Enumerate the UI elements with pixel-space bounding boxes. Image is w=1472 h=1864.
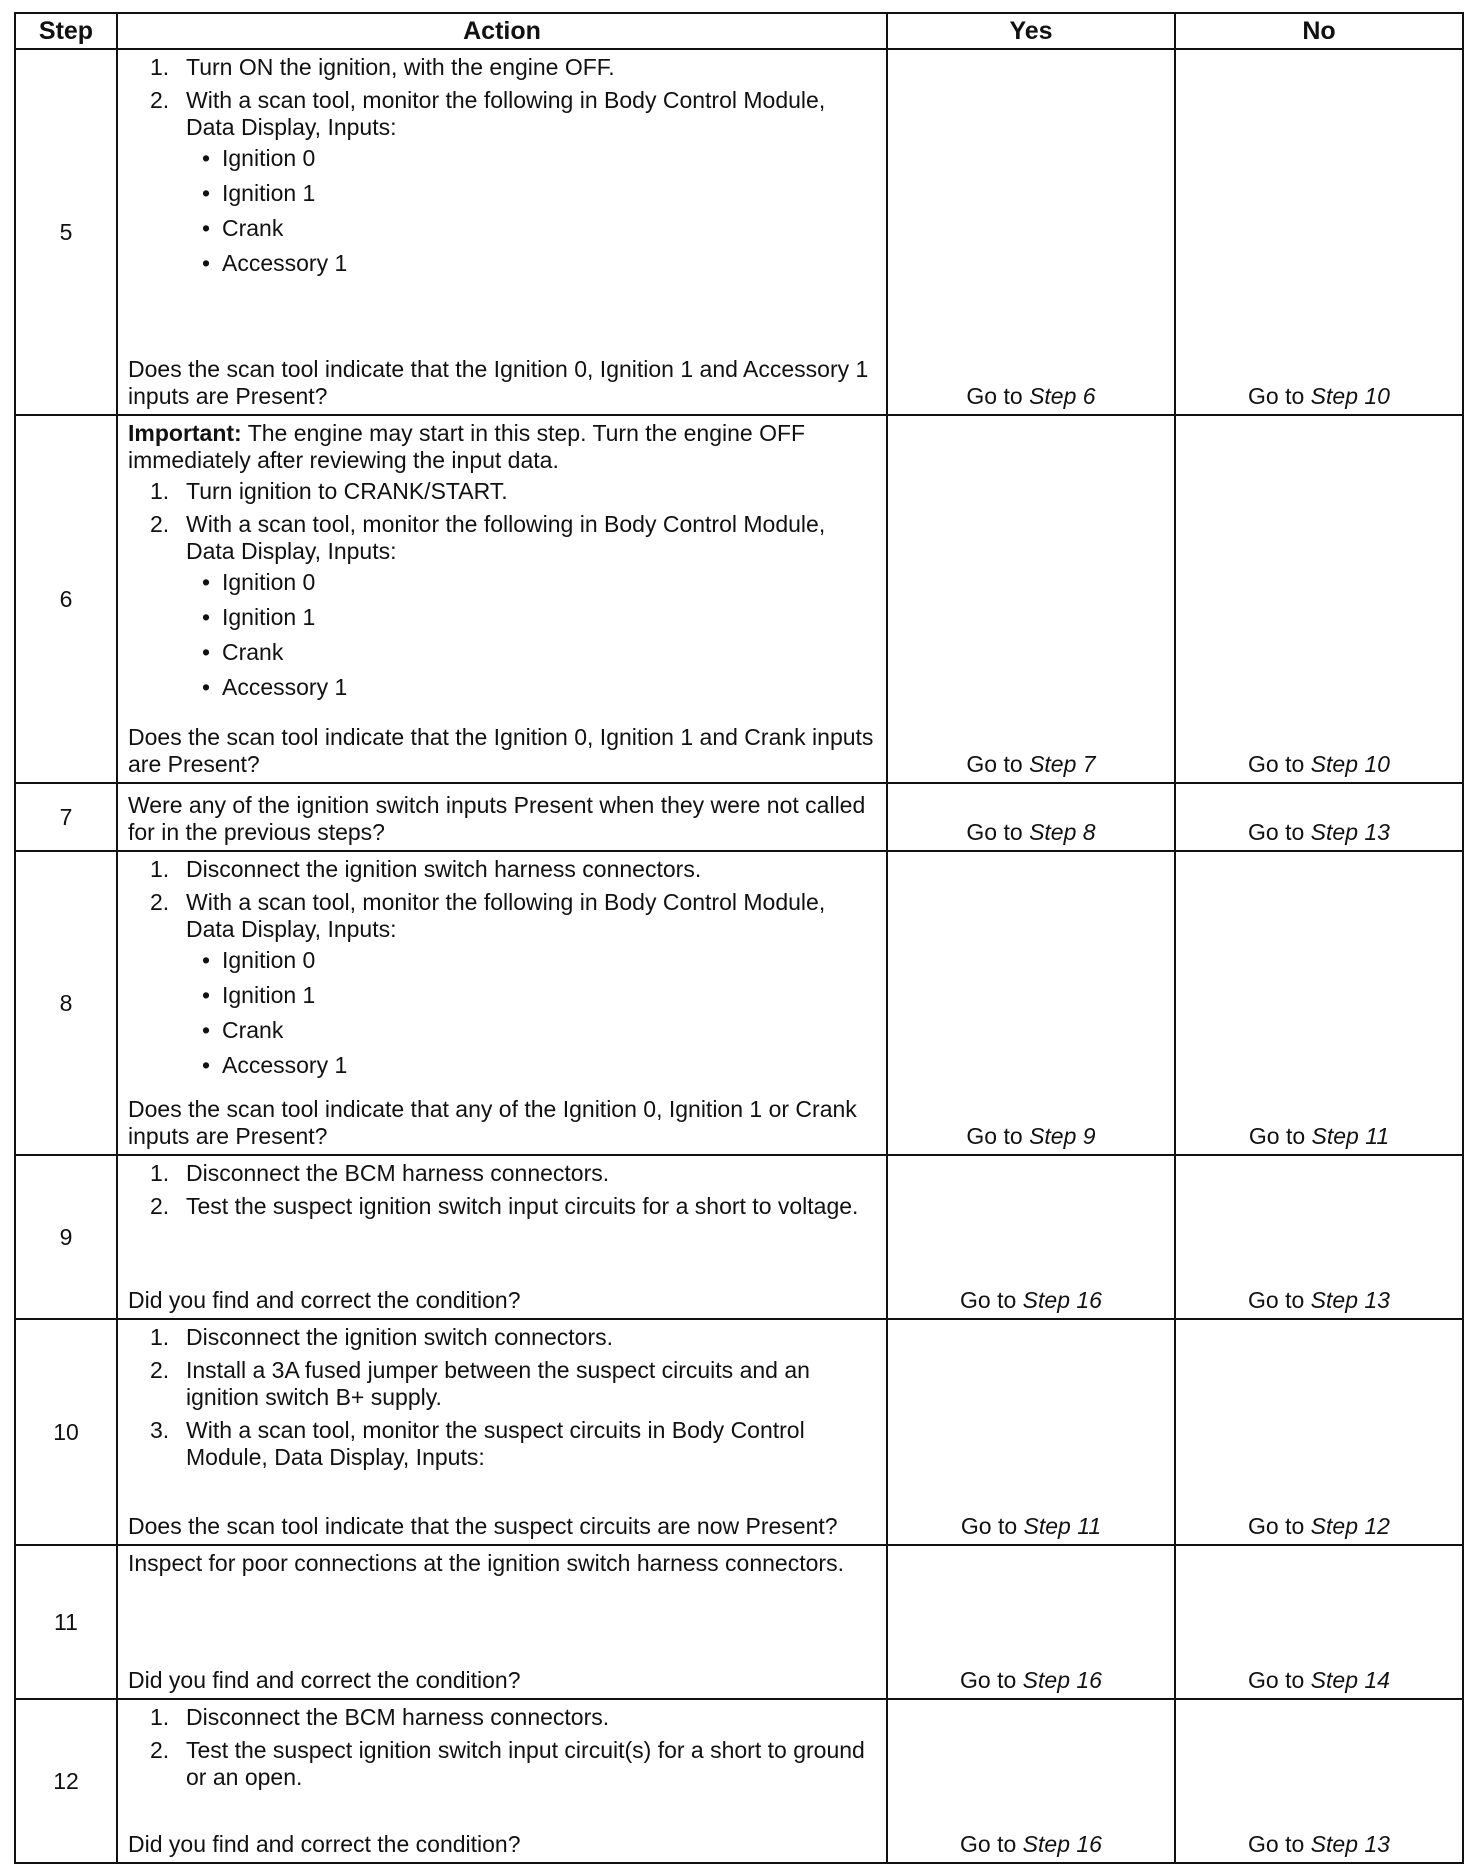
go-to-text: Go to [1248,383,1305,409]
table-row [15,1699,1463,1863]
action-cell [117,851,887,1155]
action-cell [117,1155,887,1319]
action-question: Did you find and correct the condition? [128,1667,521,1693]
no-cell [1175,851,1463,1155]
input-list [186,947,876,1079]
action-step-number: 1. [150,1160,170,1186]
action-question: Were any of the ignition switch inputs Present when they were not called for in the previous steps? [128,792,866,845]
go-to-text: Go to [960,1287,1017,1313]
go-to-text: Go to [960,1513,1018,1539]
go-to-text: Go to [1248,1123,1306,1149]
action-step [128,511,876,701]
step-reference: Step 16 [1022,1667,1102,1693]
step-number: 11 [15,1545,117,1699]
action-cell [117,415,887,783]
action-step-number: 2. [150,1357,170,1383]
no-cell [1175,415,1463,783]
yes-cell [887,783,1175,851]
action-step [128,889,876,1079]
action-steps [128,478,876,701]
action-steps [128,1324,876,1471]
table-row [15,1155,1463,1319]
action-step [128,87,876,277]
header-yes: Yes [887,13,1175,49]
action-step-text: Turn ignition to CRANK/START. [186,478,508,504]
yes-cell [887,49,1175,415]
action-cell [117,1319,887,1545]
yes-cell [887,1155,1175,1319]
step-reference: Step 16 [1022,1287,1102,1313]
step-number: 9 [15,1155,117,1319]
step-reference: Step 13 [1310,1831,1390,1857]
action-step-text: Turn ON the ignition, with the engine OFF. [186,54,615,80]
diagnostic-table [14,12,1464,1864]
action-step [128,54,876,81]
go-to-text: Go to [1248,1831,1305,1857]
input-item: • Crank [186,1017,876,1044]
action-step-text: Test the suspect ignition switch input circuits for a short to voltage. [186,1193,859,1219]
go-to-text: Go to [960,1667,1017,1693]
yes-cell [887,1319,1175,1545]
action-step-number: 2. [150,511,170,537]
action-step-text: Disconnect the ignition switch harness connectors. [186,856,702,882]
action-step-number: 2. [150,1193,170,1219]
action-steps [128,1704,876,1791]
action-step-text: Disconnect the BCM harness connectors. [186,1160,610,1186]
step-number: 5 [15,49,117,415]
action-steps [128,856,876,1079]
action-steps [128,1160,876,1220]
action-question: Did you find and correct the condition? [128,1831,521,1857]
header-action: Action [117,13,887,49]
intro-text: Inspect for poor connections at the ignition switch harness connectors. [128,1550,844,1576]
input-item: • Ignition 1 [186,604,876,631]
diagnostic-table-page [14,12,1462,1857]
action-step-number: 1. [150,1324,170,1350]
action-step [128,1193,876,1220]
step-reference: Step 10 [1310,383,1390,409]
action-step [128,856,876,883]
step-reference: Step 7 [1029,751,1096,777]
go-to-text: Go to [966,383,1023,409]
action-step [128,478,876,505]
step-reference: Step 13 [1310,819,1390,845]
table-row [15,49,1463,415]
action-step-number: 2. [150,87,170,113]
step-reference: Step 12 [1310,1513,1390,1539]
action-step-number: 2. [150,889,170,915]
action-question: Does the scan tool indicate that the Ignition 0, Ignition 1 and Crank inputs are Present? [128,724,874,777]
action-step-number: 1. [150,1704,170,1730]
yes-cell [887,1545,1175,1699]
go-to-text: Go to [966,751,1023,777]
input-item: • Crank [186,639,876,666]
action-step-text: Test the suspect ignition switch input circuit(s) for a short to ground or an open. [186,1737,865,1790]
step-reference: Step 10 [1310,751,1390,777]
header-step: Step [15,13,117,49]
action-step-number: 3. [150,1417,170,1443]
action-step [128,1324,876,1351]
input-item: • Ignition 0 [186,569,876,596]
no-cell [1175,1545,1463,1699]
action-step-text: With a scan tool, monitor the following in Body Control Module, Data Display, Inputs: [186,511,826,564]
step-reference: Step 11 [1023,1513,1102,1539]
input-item: • Ignition 1 [186,982,876,1009]
step-number: 8 [15,851,117,1155]
no-cell [1175,783,1463,851]
go-to-text: Go to [966,819,1023,845]
go-to-text: Go to [1248,1667,1305,1693]
yes-cell [887,415,1175,783]
header-no: No [1175,13,1463,49]
action-step-text: With a scan tool, monitor the following in Body Control Module, Data Display, Inputs: [186,87,826,140]
input-list [186,569,876,701]
no-cell [1175,1699,1463,1863]
input-item: • Accessory 1 [186,250,876,277]
input-item: • Ignition 1 [186,180,876,207]
go-to-text: Go to [960,1831,1017,1857]
action-step-text: Disconnect the ignition switch connectors. [186,1324,613,1350]
step-number: 7 [15,783,117,851]
action-step-number: 2. [150,1737,170,1763]
action-question: Did you find and correct the condition? [128,1287,521,1313]
yes-cell [887,851,1175,1155]
table-row [15,1545,1463,1699]
action-step-text: Disconnect the BCM harness connectors. [186,1704,610,1730]
input-item: • Crank [186,215,876,242]
header-row [15,13,1463,49]
step-number: 12 [15,1699,117,1863]
go-to-text: Go to [1248,1513,1305,1539]
action-step-number: 1. [150,478,170,504]
input-item: • Accessory 1 [186,1052,876,1079]
action-step-text: With a scan tool, monitor the following in Body Control Module, Data Display, Inputs: [186,889,826,942]
go-to-text: Go to [1248,1287,1305,1313]
input-item: • Accessory 1 [186,674,876,701]
input-item: • Ignition 0 [186,947,876,974]
go-to-text: Go to [966,1123,1023,1149]
table-row [15,1319,1463,1545]
action-step [128,1160,876,1187]
step-reference: Step 14 [1310,1667,1390,1693]
no-cell [1175,49,1463,415]
action-step-text: Install a 3A fused jumper between the suspect circuits and an ignition switch B+ supply. [186,1357,810,1410]
step-reference: Step 9 [1029,1123,1096,1149]
step-reference: Step 16 [1022,1831,1102,1857]
step-reference: Step 6 [1029,383,1096,409]
action-cell [117,1699,887,1863]
step-number: 6 [15,415,117,783]
action-question: Does the scan tool indicate that the suspect circuits are now Present? [128,1513,838,1539]
go-to-text: Go to [1248,819,1305,845]
action-question: Does the scan tool indicate that the Ignition 0, Ignition 1 and Accessory 1 inputs are Present? [128,356,869,409]
input-item: • Ignition 0 [186,145,876,172]
action-step [128,1357,876,1411]
yes-cell [887,1699,1175,1863]
input-list [186,145,876,277]
step-number: 10 [15,1319,117,1545]
action-cell [117,783,887,851]
action-cell [117,1545,887,1699]
no-cell [1175,1155,1463,1319]
action-step-number: 1. [150,856,170,882]
important-label: Important: [128,420,242,446]
go-to-text: Go to [1248,751,1305,777]
no-cell [1175,1319,1463,1545]
action-cell [117,49,887,415]
table-row [15,851,1463,1155]
step-reference: Step 8 [1029,819,1096,845]
action-step [128,1417,876,1471]
action-step [128,1704,876,1731]
table-row [15,415,1463,783]
action-steps [128,54,876,277]
action-question: Does the scan tool indicate that any of the Ignition 0, Ignition 1 or Crank inputs are Present? [128,1096,857,1149]
step-reference: Step 11 [1311,1123,1390,1149]
table-row [15,783,1463,851]
action-step-number: 1. [150,54,170,80]
action-intro [128,1550,876,1577]
action-step-text: With a scan tool, monitor the suspect circuits in Body Control Module, Data Display, Inputs: [186,1417,805,1470]
intro-text: The engine may start in this step. Turn the engine OFF immediately after reviewing the input data. [128,420,806,473]
action-step [128,1737,876,1791]
action-intro [128,420,876,474]
step-reference: Step 13 [1310,1287,1390,1313]
